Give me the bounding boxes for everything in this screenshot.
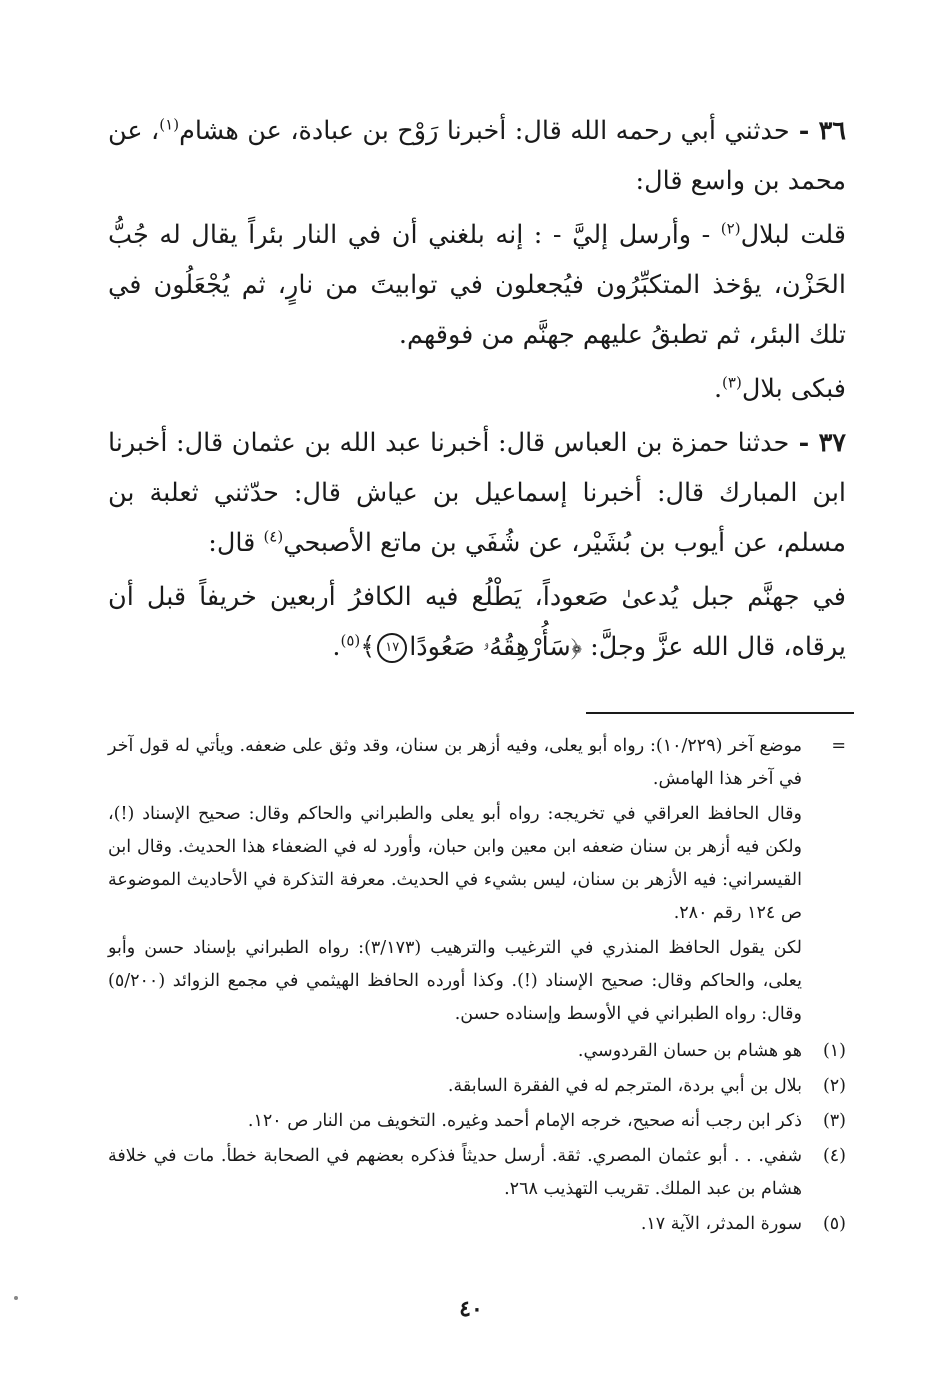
footnote-1 [108, 1035, 846, 1068]
page-number: ٤٠ [459, 1296, 483, 1322]
hadith-number-37: ٣٧ - [789, 428, 846, 458]
footnote-paragraph: موضع آخر (١٠/٢٢٩): رواه أبو يعلى، وفيه أزهر بن سنان، وقد وثق على ضعفه. ويأتي له قول آخر في آخر هذا الهامش. [108, 736, 802, 789]
paragraph-text: قلت لبلال [740, 220, 846, 250]
paragraph-bilal-quote [108, 210, 846, 360]
quran-bracket-close: ﴾ [360, 632, 376, 662]
footnotes [108, 730, 846, 1243]
footnote-5 [108, 1208, 846, 1241]
footnote-ref-1[interactable]: (١) [159, 115, 180, 134]
paragraph-text: ، عن محمد بن واسع قال: [108, 116, 846, 196]
scan-speck [14, 1296, 18, 1300]
footnote-text: شفي. . . أبو عثمان المصري. ثقة. أرسل حديثاً فذكره بعضهم في الصحابة خطأ. مات في خلافة هشام بن عبد الملك. تقريب التهذيب ٢٦٨. [108, 1146, 802, 1199]
footnote-body [108, 730, 802, 1033]
paragraph-text: حدثنا حمزة بن العباس قال: أخبرنا عبد الله بن عثمان قال: أخبرنا ابن المبارك قال: أخبرنا إسماعيل بن عياش قال: حدّثني ثعلبة بن مسلم، عن أيوب بن بُشَيْر، عن شُفَي بن ماتع الأصبحي [108, 428, 846, 558]
footnote-text: بلال بن أبي بردة، المترجم له في الفقرة السابقة. [447, 1076, 802, 1096]
paragraph-text: . [332, 632, 341, 662]
paragraph-text: فبكى بلال [741, 374, 846, 404]
footnote-paragraph: لكن يقول الحافظ المنذري في الترغيب والترهيب (٣/١٧٣): رواه الطبراني بإسناد حسن وأبو يعلى، والحاكم وقال: صحيح الإسناد (!). وكذا أورده الحافظ الهيثمي في مجمع الزوائد (٥/٢٠٠) وقال: رواه الطبراني في الأوسط وإسناده حسن. [108, 938, 802, 1024]
footnote-text: سورة المدثر، الآية ١٧. [640, 1214, 802, 1234]
footnote-number: (١) [822, 1041, 846, 1061]
quran-bracket-open: ﴿ [570, 632, 583, 662]
ayah-number-mark: ١٧ [377, 633, 407, 663]
footnote-text: ذكر ابن رجب أنه صحيح، خرجه الإمام أحمد وغيره. التخويف من النار ص ١٢٠. [247, 1111, 802, 1131]
footnote-number: (٥) [822, 1214, 846, 1234]
paragraph-36 [108, 106, 846, 206]
footnote-2 [108, 1070, 846, 1103]
footnote-text: هو هشام بن حسان القردوسي. [577, 1041, 802, 1061]
hadith-number-36: ٣٦ - [789, 116, 846, 146]
footnote-ref-3[interactable]: (٣) [722, 373, 742, 392]
footnote-number: (٤) [822, 1146, 846, 1166]
paragraph-jahannam-mountain [108, 572, 846, 672]
footnote-separator [586, 712, 854, 714]
footnote-ref-2[interactable]: (٢) [720, 219, 741, 238]
footnote-4 [108, 1140, 846, 1206]
footnote-number: (٣) [822, 1111, 846, 1131]
footnote-ref-4[interactable]: (٤) [263, 527, 284, 546]
paragraph-bilal-wept [108, 364, 846, 414]
paragraph-text: - وأرسل إليَّ - : إنه بلغني أن في النار بئراً يقال له جُبُّ الحَزْن، يؤخذ المتكبِّرُون فيُجعلون في توابيتَ من نارٍ، ثم يُجْعَلُون في تلك البئر، ثم تطبقُ عليهم جهنَّم من فوقهم. [108, 220, 846, 350]
continuation-mark: = [831, 736, 846, 756]
footnote-ref-5[interactable]: (٥) [340, 631, 361, 650]
paragraph-text: في جهنَّم جبل يُدعىٰ صَعوداً، يَطْلُع فيه الكافرُ أربعين خريفاً قبل أن يرقاه، قال الله عزَّ وجلَّ: [108, 582, 846, 662]
footnote-number: (٢) [822, 1076, 846, 1096]
footnote-3 [108, 1105, 846, 1138]
paragraph-text: قال: [208, 528, 264, 558]
paragraph-37 [108, 418, 846, 568]
main-text [108, 106, 846, 676]
quran-verse: سَأُرْهِقُهُۥ صَعُودًا [409, 632, 571, 662]
footnote-paragraph: وقال الحافظ العراقي في تخريجه: رواه أبو يعلى والطبراني والحاكم وقال: صحيح الإسناد (!)، ولكن فيه أزهر بن سنان ضعفه ابن معين وابن حبان، وأورد له في الضعفاء هذا الحديث. وقال ابن القيسراني: فيه الأزهر بن سنان، ليس بشيء في الحديث. معرفة التذكرة في الأحاديث الموضوعة ص ١٢٤ رقم ٢٨٠. [108, 804, 802, 923]
paragraph-text: . [713, 374, 723, 404]
paragraph-text: حدثني أبي رحمه الله قال: أخبرنا رَوْح بن عبادة، عن هشام [179, 116, 790, 146]
footnote-continuation [108, 730, 846, 1033]
